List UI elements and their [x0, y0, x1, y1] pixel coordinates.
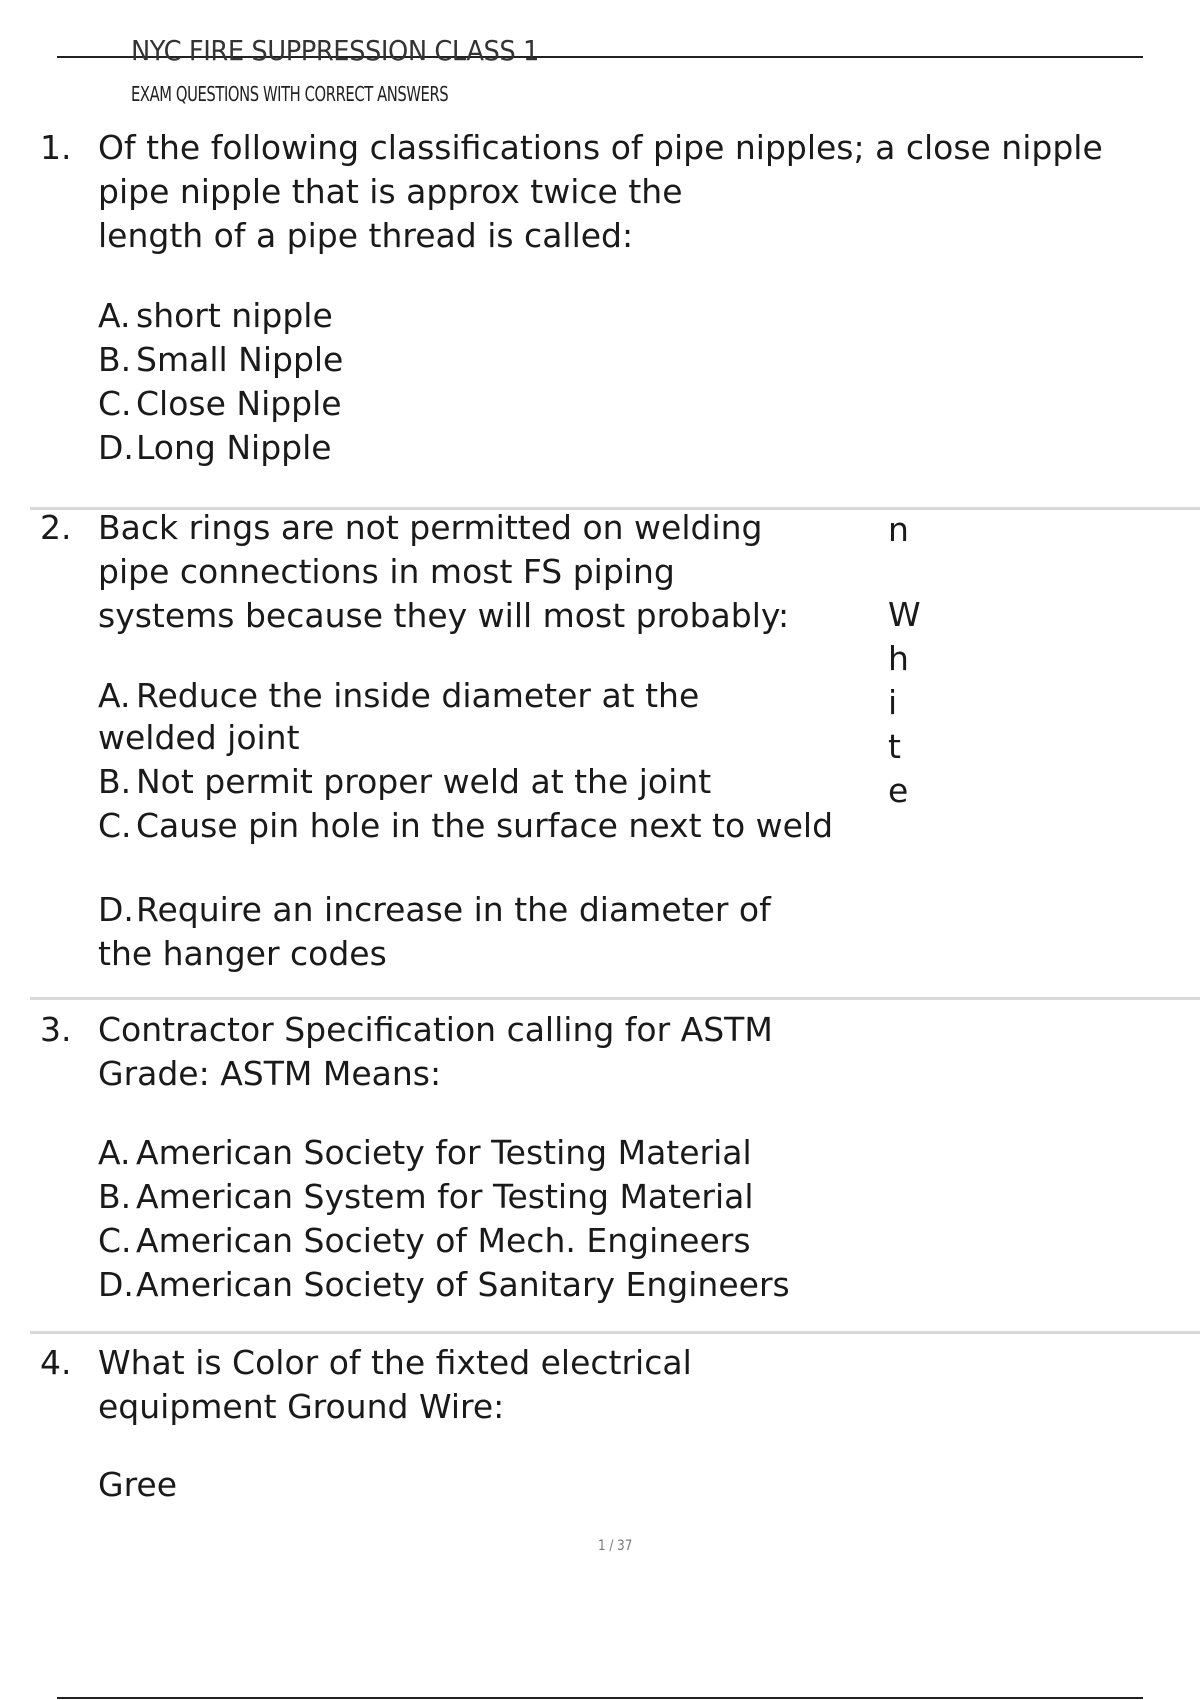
option-a: [98, 676, 699, 716]
footer-rule: [57, 1697, 1143, 1699]
option-letter: B.: [98, 1177, 132, 1216]
option-d: [98, 890, 771, 930]
option-text: American Society of Mech. Engineers: [136, 1221, 751, 1260]
option-text: Require an increase in the diameter of: [136, 890, 771, 929]
option-letter: A.: [98, 676, 131, 715]
option-d: [98, 428, 332, 468]
document-subtitle: EXAM QUESTIONS WITH CORRECT ANSWERS: [131, 82, 449, 106]
option-letter: C.: [98, 1221, 132, 1260]
option-a-continued: welded joint: [98, 718, 300, 757]
option-letter: C.: [98, 806, 132, 845]
option-d: [98, 1265, 790, 1305]
question-number: 4.: [40, 1343, 72, 1382]
side-character: W: [888, 595, 921, 634]
option-letter: B.: [98, 762, 132, 801]
option-text: Reduce the inside diameter at the: [136, 676, 700, 715]
option-c: [98, 807, 836, 845]
option-letter: C.: [98, 384, 132, 423]
option-letter: B.: [98, 340, 132, 379]
page-number: 1 / 37: [598, 1538, 633, 1554]
document-title: NYC FIRE SUPPRESSION CLASS 1: [131, 34, 539, 67]
question-text: Contractor Specification calling for ASTM Grade: ASTM Means:: [98, 1010, 773, 1093]
side-character: i: [888, 683, 898, 722]
option-letter: D.: [98, 1265, 134, 1304]
side-character: t: [888, 727, 901, 766]
question-text: What is Color of the fixted electrical equipment Ground Wire:: [98, 1343, 692, 1426]
option-text: Small Nipple: [136, 340, 344, 379]
question-divider: [30, 1331, 1200, 1334]
side-character: e: [888, 771, 909, 810]
option-text: Long Nipple: [136, 428, 332, 467]
option-text: American Society for Testing Material: [136, 1133, 752, 1172]
option-b: [98, 1177, 754, 1217]
option-b: [98, 762, 711, 802]
option-letter: A.: [98, 1133, 131, 1172]
option-letter: D.: [98, 890, 134, 929]
side-character: h: [888, 639, 909, 678]
option-c: [98, 384, 342, 424]
option-text: Not permit proper weld at the joint: [136, 762, 712, 801]
option-a: [98, 296, 333, 336]
option-text: American Society of Sanitary Engineers: [136, 1265, 790, 1304]
option-text: Cause pin hole in the surface next to weld: [136, 806, 834, 845]
option-text: short nipple: [136, 296, 333, 335]
option-c: [98, 1221, 751, 1261]
option-d-continued: the hanger codes: [98, 934, 387, 973]
option-text: Close Nipple: [136, 384, 342, 423]
side-character: n: [888, 510, 909, 549]
question-number: 3.: [40, 1010, 72, 1049]
question-number: 2.: [40, 508, 72, 547]
question-divider: [30, 997, 1200, 1000]
option-letter: D.: [98, 428, 134, 467]
option-b: [98, 340, 343, 380]
question-text: Back rings are not permitted on welding pipe connections in most FS piping systems because they will most probably:: [98, 508, 790, 635]
option-letter: A.: [98, 296, 131, 335]
answer-text: Gree: [98, 1465, 178, 1504]
question-text: Of the following classifications of pipe nipples; a close nipple pipe nipple that is approx twice the length of a pipe thread is called:: [98, 128, 1103, 255]
option-a: [98, 1133, 752, 1173]
option-text: American System for Testing Material: [136, 1177, 754, 1216]
question-number: 1.: [40, 128, 72, 167]
